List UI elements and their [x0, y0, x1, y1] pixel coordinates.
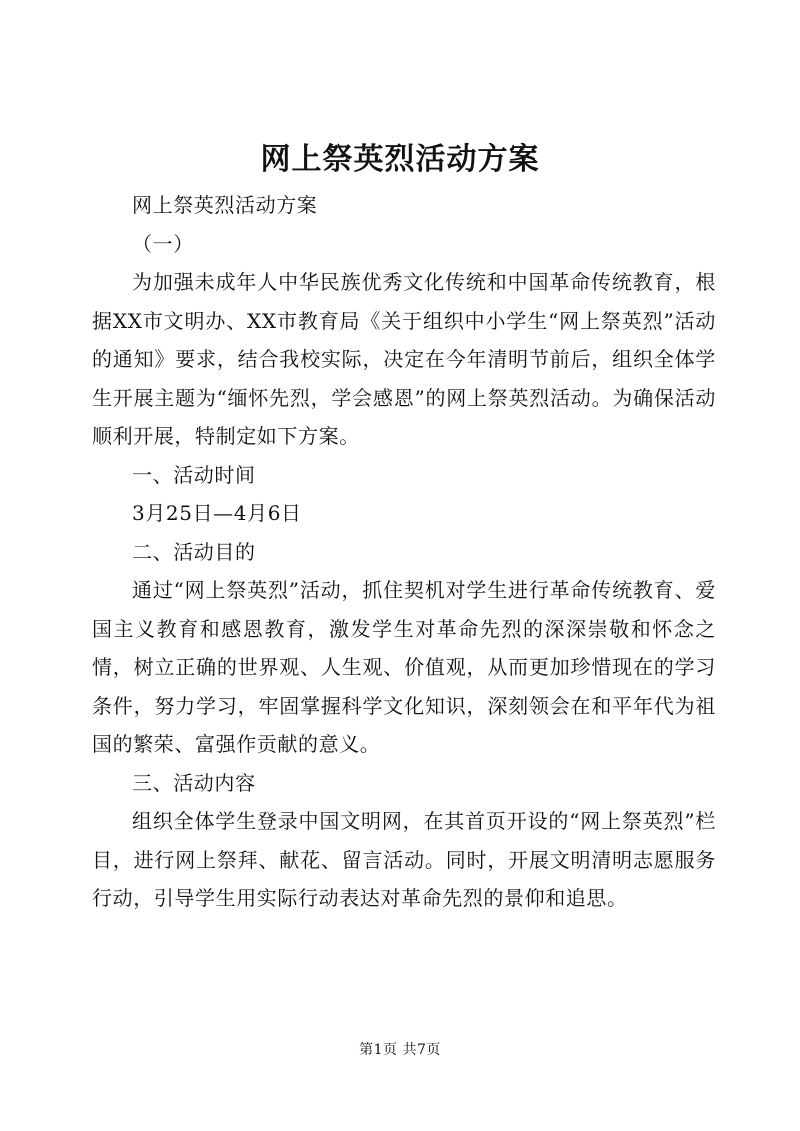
paragraph-introduction: 为加强未成年人中华民族优秀文化传统和中国革命传统教育，根据XX市文明办、XX市教育局《关于组织中小学生“网上祭英烈”活动的通知》要求，结合我校实际，决定在今年清明节前后，组织全体学生开展主题为“缅怀先烈，学会感恩”的网上祭英烈活动。为确保活动顺利开展，特制定如下方案。 [92, 270, 716, 448]
paragraph-section-number: （一） [132, 231, 194, 256]
paragraph-activity-content: 组织全体学生登录中国文明网，在其首页开设的“网上祭英烈”栏目，进行网上祭拜、献花、留言活动。同时，开展文明清明志愿服务行动，引导学生用实际行动表达对革命先烈的景仰和追思。 [92, 809, 716, 910]
document-title: 网上祭英烈活动方案 [260, 142, 540, 177]
paragraph-activity-purpose: 通过“网上祭英烈”活动，抓住契机对学生进行革命传统教育、爱国主义教育和感恩教育，激发学生对革命先烈的深深崇敬和怀念之情，树立正确的世界观、人生观、价值观，从而更加珍惜现在的学习条件，努力学习，牢固掌握科学文化知识，深刻领会在和平年代为祖国的繁荣、富强作贡献的意义。 [92, 578, 716, 756]
paragraph-subtitle: 网上祭英烈活动方案 [132, 193, 318, 217]
paragraph-activity-dates: 3月25日—4月6日 [132, 501, 302, 525]
heading-activity-purpose: 二、活动目的 [132, 539, 256, 564]
heading-activity-time: 一、活动时间 [132, 462, 256, 487]
heading-activity-content: 三、活动内容 [132, 770, 256, 795]
page-number-footer: 第1页 共7页 [359, 1042, 441, 1058]
document-body [92, 186, 716, 918]
